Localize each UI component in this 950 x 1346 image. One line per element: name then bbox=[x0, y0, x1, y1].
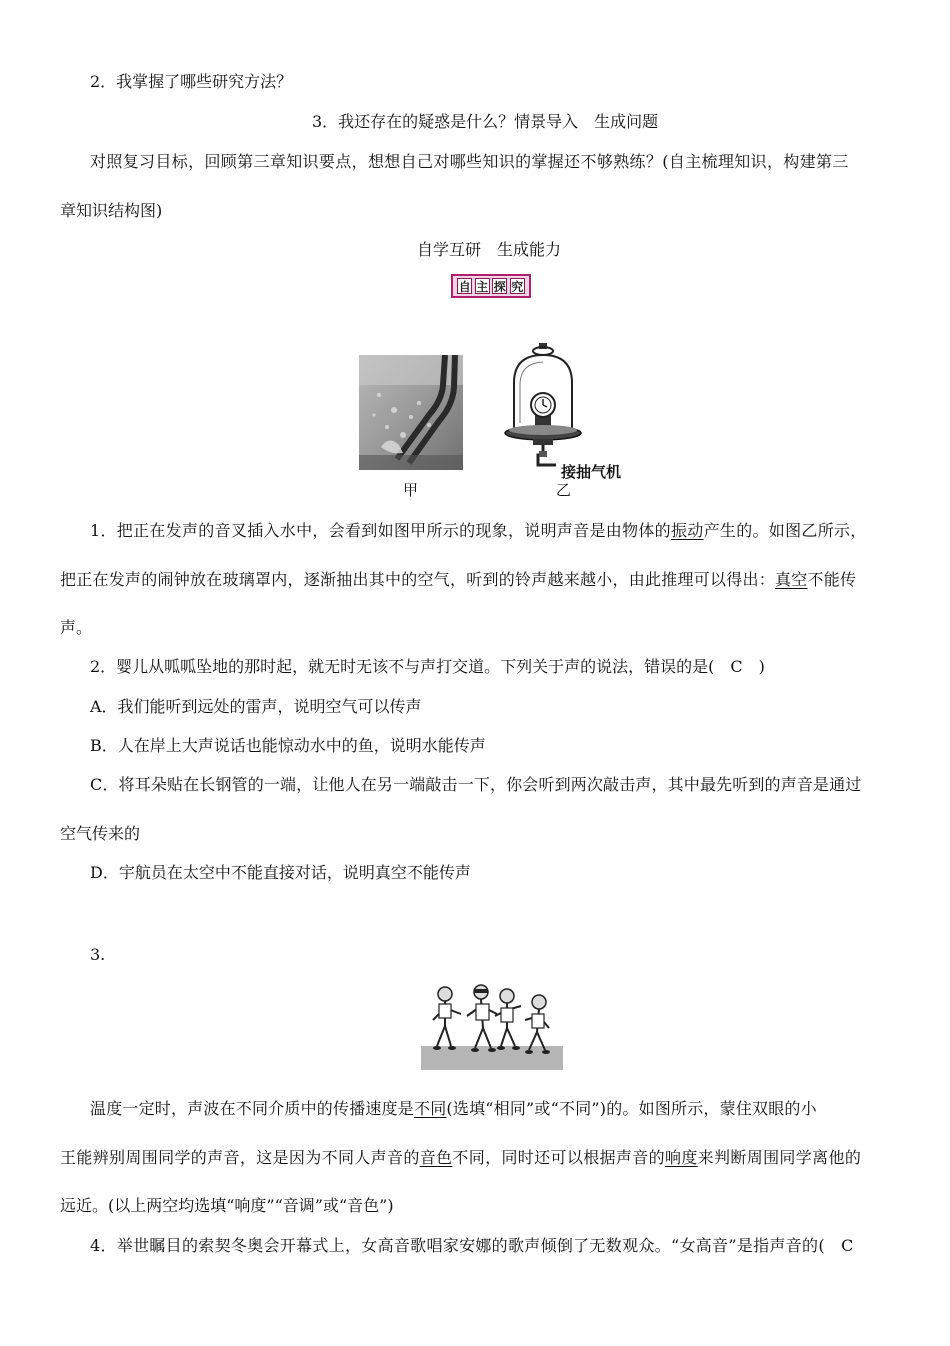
badge-char: 探 bbox=[493, 280, 506, 294]
intro-paragraph-line-1: 对照复习目标，回顾第三章知识要点，想想自己对哪些知识的掌握还不够熟练？(自主梳理知识，构建第三 bbox=[90, 152, 849, 171]
problem-1-text: 产生的。如图乙所示， bbox=[703, 521, 867, 540]
intro-question-2: 2．我掌握了哪些研究方法？ bbox=[90, 72, 293, 91]
section-title: 自学互研 生成能力 bbox=[417, 240, 562, 259]
problem-1-line-3: 声。 bbox=[60, 618, 93, 637]
badge-char: 主 bbox=[476, 280, 489, 294]
problem-2-option-c-line-1: C．将耳朵贴在长钢管的一端，让他人在另一端敲击一下，你会听到两次敲击声，其中最先听到的声音是通过 bbox=[90, 775, 862, 794]
figure-label-right: 乙 bbox=[556, 481, 572, 499]
answer-vibration: 振动 bbox=[670, 521, 704, 540]
problem-2-option-b: B．人在岸上大声说话也能惊动水中的鱼，说明水能传声 bbox=[90, 736, 486, 755]
problem-4-stem: 4．举世瞩目的索契冬奥会开幕式上，女高音歌唱家安娜的歌声倾倒了无数观众。“女高音”是指声音的( C bbox=[90, 1236, 854, 1255]
answer-loudness: 响度 bbox=[664, 1148, 698, 1167]
problem-1-text: 1．把正在发声的音叉插入水中，会看到如图甲所示的现象，说明声音是由物体的 bbox=[90, 521, 671, 540]
problem-2-stem: 2．婴儿从呱呱坠地的那时起，就无时无该不与声打交道。下列关于声的说法，错误的是( C ) bbox=[90, 657, 765, 676]
problem-3-line-2 bbox=[60, 1148, 861, 1168]
problem-1-text: 把正在发声的闹钟放在玻璃罩内，逐渐抽出其中的空气，听到的铃声越来越小，由此推理可以得出： bbox=[60, 570, 776, 589]
pump-label: 接抽气机 bbox=[561, 463, 622, 481]
problem-3-line-1 bbox=[90, 1099, 817, 1119]
problem-3-text: 来判断周围同学离他的 bbox=[697, 1148, 862, 1167]
bell-jar-diagram bbox=[498, 343, 600, 473]
problem-3-line-3: 远近。(以上两空均选填“响度”“音调”或“音色”) bbox=[60, 1196, 394, 1215]
answer-timbre: 音色 bbox=[419, 1148, 453, 1167]
problem-1-text: 不能传 bbox=[807, 570, 857, 589]
badge-char: 究 bbox=[511, 280, 524, 294]
problem-1-line-2 bbox=[60, 570, 856, 590]
problem-2-option-c-line-2: 空气传来的 bbox=[60, 824, 141, 843]
problem-3-text: 王能辨别周围同学的声音，这是因为不同人声音的 bbox=[60, 1148, 420, 1167]
tuning-fork-in-water-photo bbox=[359, 355, 463, 470]
problem-3-text: 温度一定时，声波在不同介质中的传播速度是 bbox=[90, 1099, 415, 1118]
answer-different: 不同 bbox=[414, 1099, 447, 1118]
problem-3-number: 3. bbox=[90, 945, 106, 964]
intro-question-3: 3．我还存在的疑惑是什么？情景导入 生成问题 bbox=[312, 112, 659, 131]
problem-1-line-1 bbox=[90, 521, 867, 541]
figure-label-left: 甲 bbox=[403, 481, 419, 499]
answer-vacuum: 真空 bbox=[775, 570, 808, 589]
blindfold-game-illustration bbox=[421, 980, 563, 1070]
problem-2-option-a: A．我们能听到远处的雷声，说明空气可以传声 bbox=[90, 697, 422, 716]
intro-paragraph-line-2: 章知识结构图) bbox=[60, 201, 163, 220]
problem-3-text: (选填“相同”或“不同”)的。如图所示，蒙住双眼的小 bbox=[446, 1099, 817, 1118]
self-study-badge bbox=[451, 274, 531, 298]
problem-3-text: 不同，同时还可以根据声音的 bbox=[452, 1148, 665, 1167]
badge-char: 自 bbox=[458, 280, 471, 294]
problem-2-option-d: D．宇航员在太空中不能直接对话，说明真空不能传声 bbox=[90, 863, 471, 882]
